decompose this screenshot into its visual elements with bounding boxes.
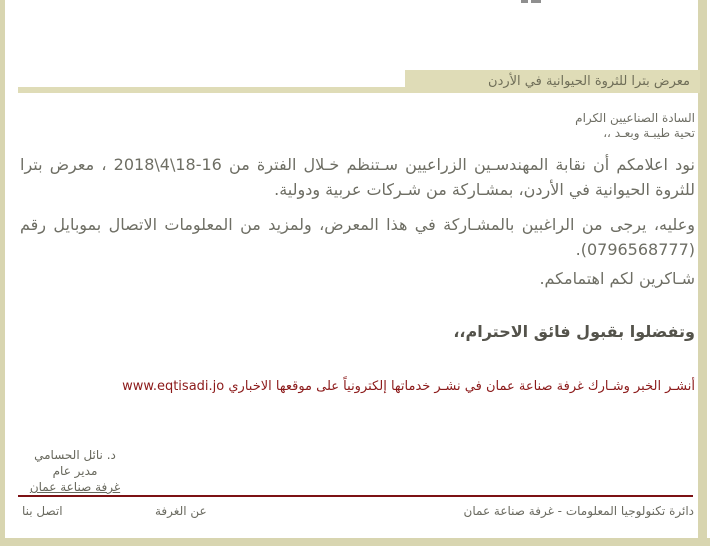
- eqtisadi-link[interactable]: www.eqtisadi.jo: [122, 379, 225, 394]
- salutation-line-2: تحية طيبـة وبعـد ،،: [603, 126, 695, 140]
- bottom-border: [0, 538, 710, 546]
- letter-body: [20, 111, 695, 395]
- signature-name: د. نائل الحسامي: [34, 448, 116, 462]
- red-divider: [18, 495, 693, 497]
- promo-text: أنشـر الخبر وشـارك غرفة صناعة عمان في نشـر خدماتها إلكترونياً على موقعها الاخباري: [228, 379, 695, 394]
- cropped-fragment-left: [521, 0, 528, 3]
- signature-title: مدير عام: [52, 464, 98, 478]
- body-paragraph-1: نود اعلامكم أن نقابة المهندسـين الزراعيين سـتنظم خـلال الفترة من 16‏-‏18\4\2018 ، معرض بترا للثروة الحيوانية في الأردن، بمشـاركة من شـركات عربية ودولية.: [20, 155, 696, 199]
- section-title: معرض بترا للثروة الحيوانية في الأردن: [405, 70, 700, 93]
- signature-organization[interactable]: غرفة صناعة عمان: [29, 480, 121, 494]
- signature-block: [18, 447, 132, 495]
- salutation-line-1: السادة الصناعيين الكرام: [575, 111, 695, 125]
- closing-line: وتفضلوا بقبول فائق الاحترام،،: [453, 322, 695, 341]
- promo-line: [20, 378, 695, 395]
- footer-department: دائرة تكنولوجيا المعلومات - غرفة صناعة عمان: [463, 504, 694, 518]
- section-title-row: [0, 70, 710, 93]
- thanks-line: شـاكرين لكم اهتمامكم.: [539, 269, 695, 288]
- footer-bar: [0, 504, 710, 520]
- contact-us-link[interactable]: اتصل بنا: [22, 504, 63, 518]
- title-underline: [18, 87, 405, 93]
- body-paragraph-2: وعليه، يرجى من الراغبين بالمشـاركة في هذا المعرض، ولمزيد من المعلومات الاتصال بموبايل رقم (0796568777).: [20, 215, 695, 259]
- about-chamber-link[interactable]: عن الغرفة: [155, 504, 207, 518]
- cropped-fragment-right: [531, 0, 541, 3]
